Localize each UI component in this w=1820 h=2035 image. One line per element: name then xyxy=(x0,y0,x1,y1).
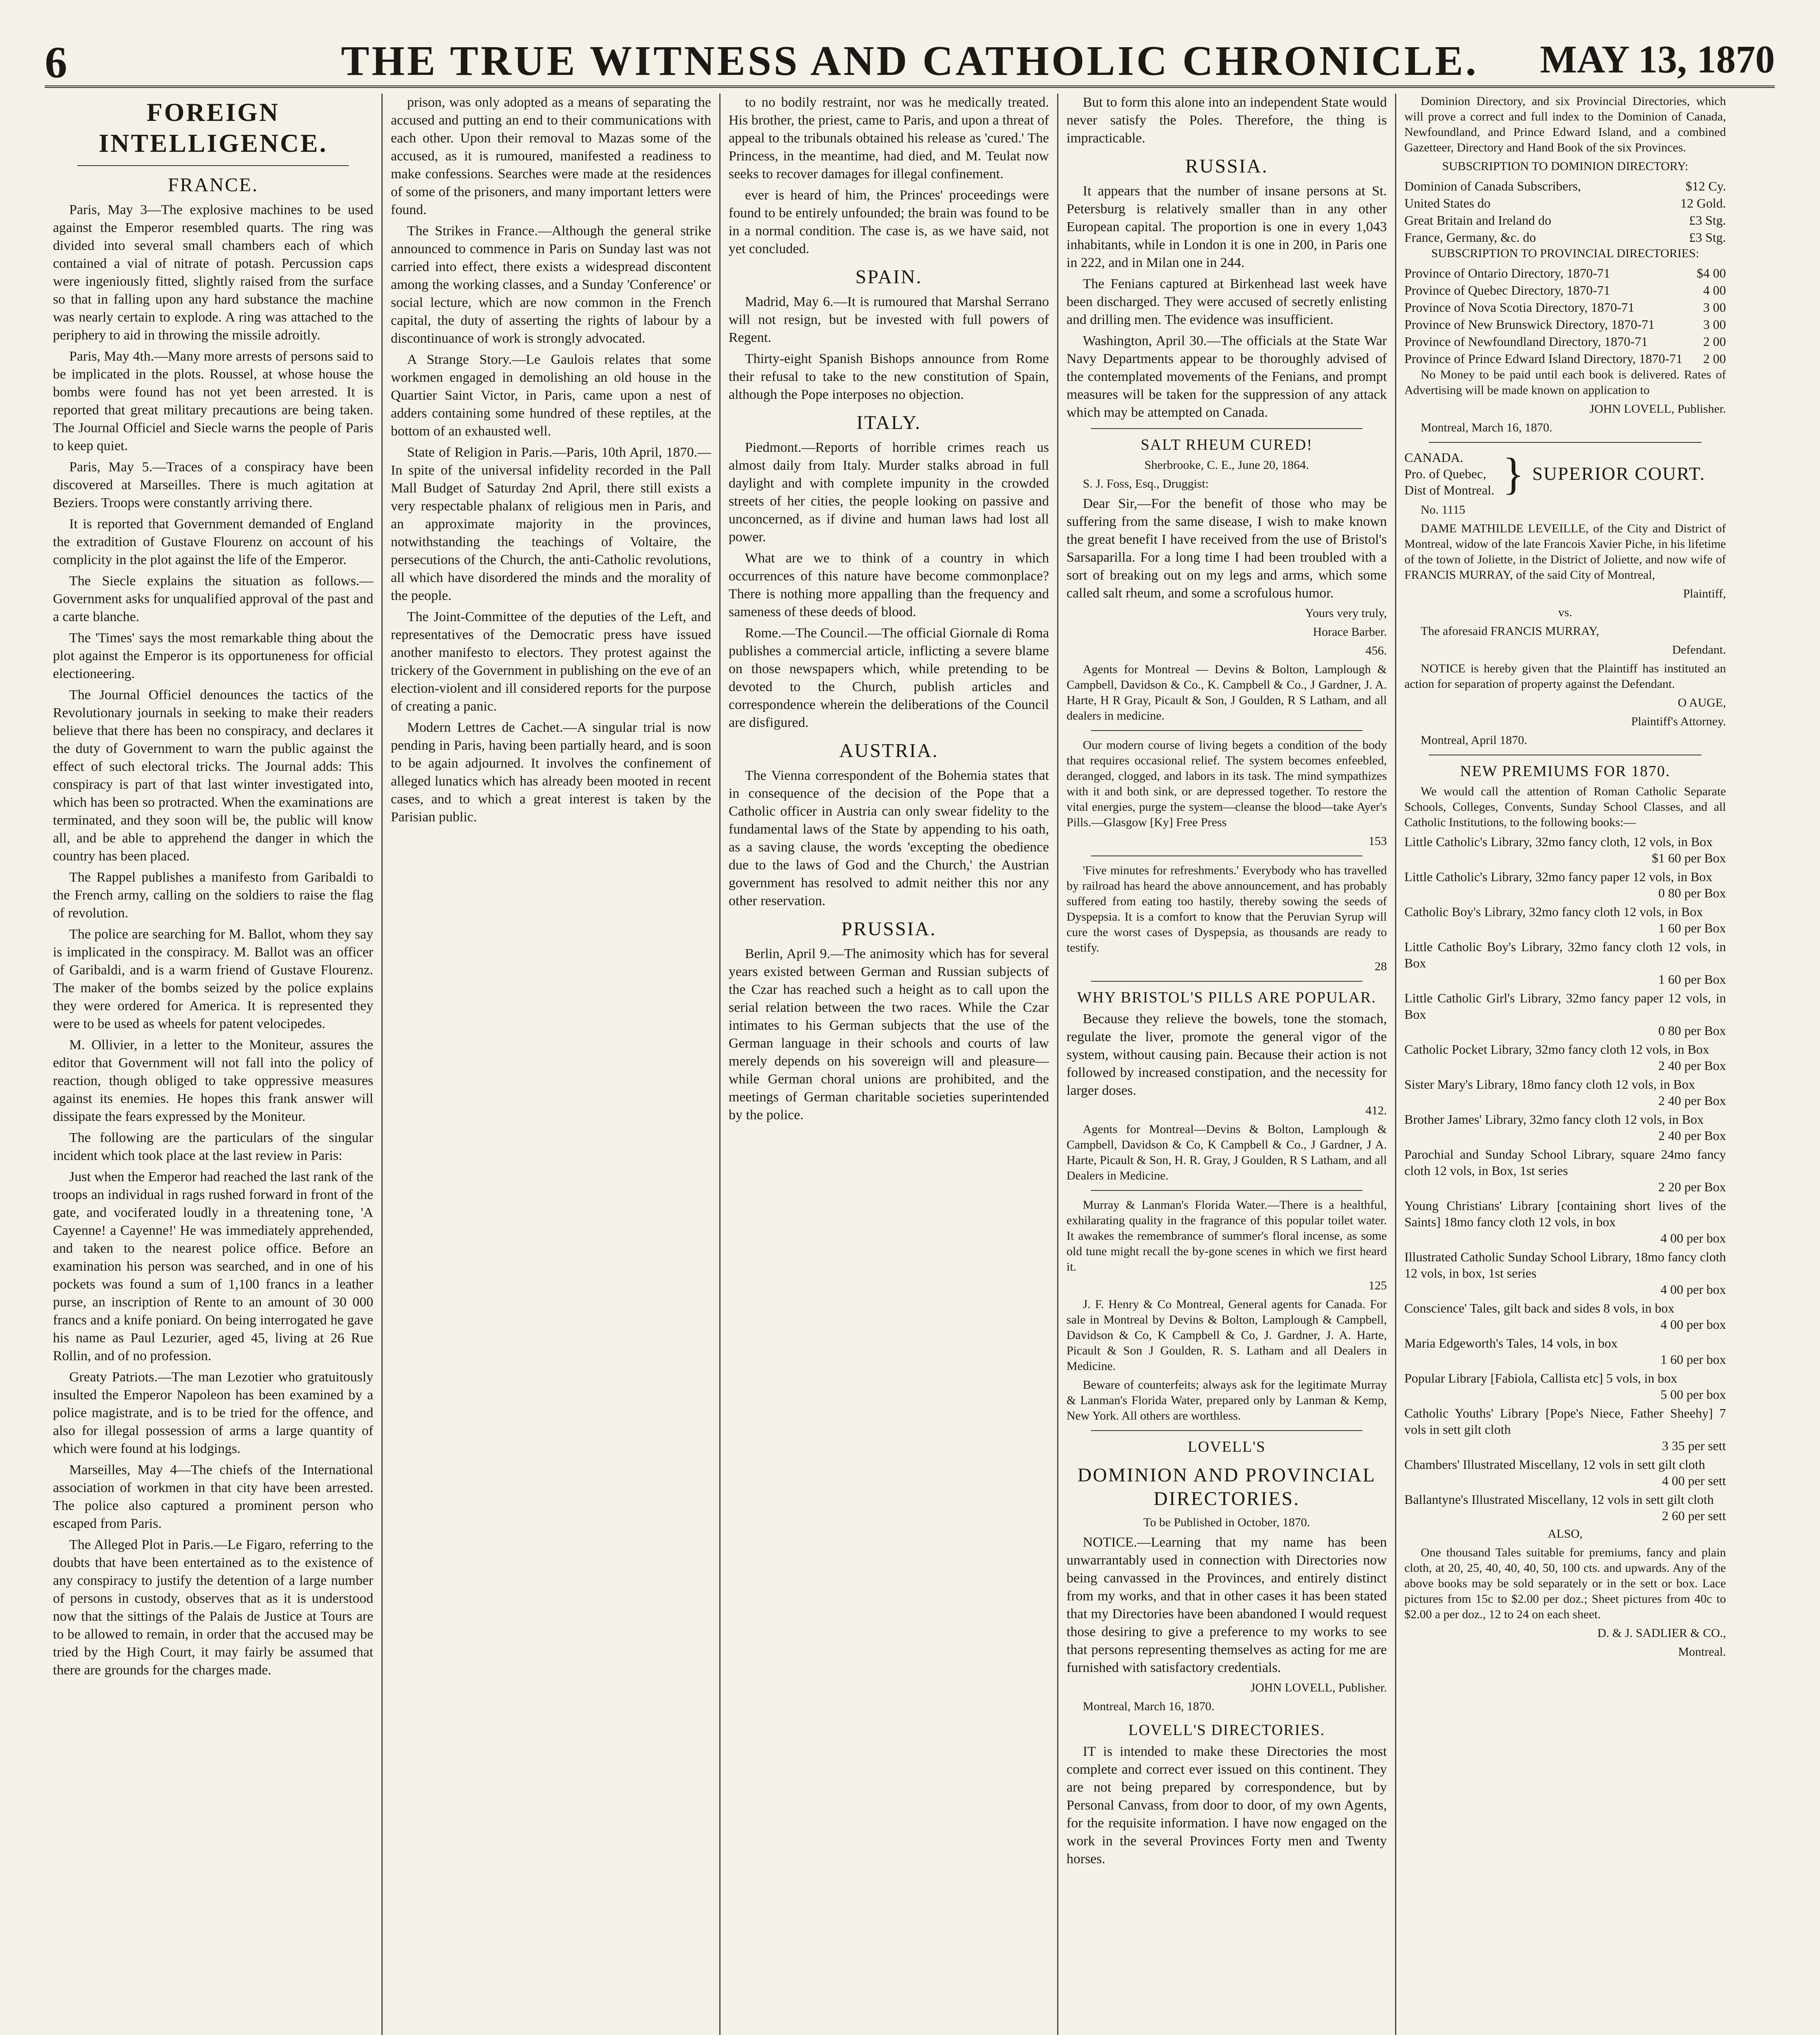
paragraph: The following are the particulars of the singular incident which took place at the last review in Paris: xyxy=(53,1130,373,1163)
rate-row xyxy=(1404,299,1726,316)
italy-articles xyxy=(729,439,1049,732)
rate-label: Province of Newfoundland Directory, 1870-71 xyxy=(1404,334,1648,349)
divider xyxy=(1091,981,1362,982)
paragraph: The Strikes in France.—Although the general strike announced to commence in Paris on Sunday last was not carried into effect, there exists a widespread discontent among the working classes, and a Sunday 'Conference' or social lecture, which are now common in the French capital, the duty of asserting the rights of labour by a discontinuance of work is strongly advocated. xyxy=(391,223,711,346)
premium-item xyxy=(1404,1491,1726,1524)
plaintiff-label: Plaintiff, xyxy=(1683,587,1726,600)
premium-title: Little Catholic's Library, 32mo fancy paper 12 vols, in Box xyxy=(1404,869,1713,884)
paragraph: The Joint-Committee of the deputies of the Left, and representatives of the Democratic press have issued another manifesto to electors. They protest against the trickery of the Government in publishing on the eve of an election-violent and ill considered reports for the purpose of creating a panic. xyxy=(391,609,711,714)
premium-price: 1 60 per Box xyxy=(1658,921,1726,935)
rate-row xyxy=(1404,316,1726,333)
paragraph: The Journal Officiel denounces the tactics of the Revolutionary journals in seeking to make their readers believe that there has been no conspiracy, and declares it the duty of Government to warn the public against the effect of such electoral tricks. The Journal adds: This conspiracy is part of that last winter investigated into, which has been so protracted. When the examinations are terminated, and they soon will be, the public will know all, and be able to apprehend the danger in which the country has been placed. xyxy=(53,687,373,864)
paragraph: But to form this alone into an independent State would never satisfy the Poles. Therefore, the thing is impracticable. xyxy=(1067,95,1387,146)
premium-price: 0 80 per Box xyxy=(1658,1023,1726,1038)
lovells-heading: DOMINION AND PROVINCIAL DIRECTORIES. xyxy=(1078,1464,1376,1510)
rate-label: Province of Quebec Directory, 1870-71 xyxy=(1404,283,1610,298)
rate-row xyxy=(1404,177,1726,195)
paragraph: Modern Lettres de Cachet.—A singular trial is now pending in Paris, having been partially heard, and is soon to be again adjourned. It involves the confinement of alleged lunatics which has already been mooted in recent cases, and to which a great interest is taken by the Parisian public. xyxy=(391,720,711,825)
country-heading-austria: AUSTRIA. xyxy=(839,740,939,761)
court-name: SUPERIOR COURT. xyxy=(1532,463,1706,484)
rate-price: 2 00 xyxy=(1703,334,1726,349)
column-5 xyxy=(1396,94,1734,2035)
court-jurisdiction xyxy=(1404,449,1494,498)
premiums-closing: One thousand Tales suitable for premiums, fancy and plain cloth, at 20, 25, 40, 40, 40, 50, 100 cts. and upwards. Any of the above books may be sold separately or in the sett or box. Lace pictures from 15c to $2.00 per doz.; Sheet pictures from 40c to $2.00 a per doz., 12 to 24 on each sheet. xyxy=(1404,1546,1726,1621)
premium-price: 2 60 per sett xyxy=(1662,1508,1726,1523)
russia-articles xyxy=(1067,182,1387,422)
lovells-place: Montreal, March 16, 1870. xyxy=(1083,1700,1215,1713)
paragraph: The police are searching for M. Ballot, whom they say is implicated in the conspiracy. M. Ballot was an officer of Garibaldi, and is a warm friend of Gustave Flourenz. The maker of the bombs seized by the police explains they were ordered for America. It is represented they were to be used as wheels for patent velocipedes. xyxy=(53,927,373,1031)
court-country: CANADA. xyxy=(1404,450,1463,465)
court-caption xyxy=(1404,449,1726,498)
defendant-label: Defendant. xyxy=(1672,643,1726,656)
premium-title: Illustrated Catholic Sunday School Library, 18mo fancy cloth 12 vols, in box, 1st series xyxy=(1404,1249,1726,1280)
paragraph: The Fenians captured at Birkenhead last week have been discharged. They were accused of secretly enlisting and drilling men. The evidence was insufficient. xyxy=(1067,276,1387,327)
court-district: Dist of Montreal. xyxy=(1404,483,1495,497)
rate-row xyxy=(1404,229,1726,246)
ad-number: 456. xyxy=(1365,644,1387,657)
prussia-articles xyxy=(729,945,1049,1124)
premium-price: 0 80 per Box xyxy=(1658,886,1726,900)
premium-title: Parochial and Sunday School Library, square 24mo fancy cloth 12 vols, in Box, 1st series xyxy=(1404,1147,1726,1178)
country-heading-france: FRANCE. xyxy=(168,174,258,196)
paragraph: Paris, May 4th.—Many more arrests of persons said to be implicated in the plots. Roussel, at whose house the bombs were found has not yet been arrested. It is reported that great military precautions are being taken. The Journal Officiel and Siecle warns the people of Paris to keep quiet. xyxy=(53,349,373,453)
premium-price: 2 40 per Box xyxy=(1658,1058,1726,1073)
plaintiff-description: DAME MATHILDE LEVEILLE, of the City and District of Montreal, widow of the late Francois Xavier Piche, in his lifetime of the town of Joliette, in the District of Joliette, and now wife of FRANCIS MURRAY, of the said City of Montreal, xyxy=(1404,522,1726,582)
attorney-role: Plaintiff's Attorney. xyxy=(1631,715,1726,728)
premium-item xyxy=(1404,869,1726,901)
directory-place: Montreal, March 16, 1870. xyxy=(1421,421,1553,434)
masthead xyxy=(45,20,1775,88)
paragraph: Washington, April 30.—The officials at the State War Navy Departments appear to be thoroughly advised of the contemplated movements of the Fenians, and prompt measures will be taken for the suppression of any attack which may be attempted on Canada. xyxy=(1067,333,1387,420)
issue-date: MAY 13, 1870 xyxy=(1540,37,1775,81)
paragraph: prison, was only adopted as a means of separating the accused and putting an end to their communications with each other. Upon their removal to Mazas some of the accused, as it is rumoured, manifested a readiness to make confessions. Searches were made at the residences of some of the prisoners, and many important letters were found. xyxy=(391,95,711,217)
newspaper-title: THE TRUE WITNESS AND CATHOLIC CHRONICLE. xyxy=(341,37,1479,84)
paragraph: Madrid, May 6.—It is rumoured that Marshal Serrano will not resign, but be invested with full powers of Regent. xyxy=(729,294,1049,345)
premium-item xyxy=(1404,990,1726,1039)
case-number: No. 1115 xyxy=(1421,503,1465,516)
paragraph: The Alleged Plot in Paris.—Le Figaro, referring to the doubts that have been entertained as to the existence of any conspiracy to justify the detention of a large number of persons in custody, observes that as it is understood now that the sittings of the Palais de Justice at Tours are to be allowed to remain, in order that the accused may be tried by the High Court, it may fairly be assumed that there are grounds for the charges made. xyxy=(53,1537,373,1678)
spain-articles xyxy=(729,293,1049,404)
premium-item xyxy=(1404,1111,1726,1144)
rate-label: France, Germany, &c. do xyxy=(1404,230,1536,245)
rate-label: United States do xyxy=(1404,196,1491,210)
column-3 xyxy=(721,94,1058,2035)
ad-number: 125 xyxy=(1369,1279,1387,1292)
also-label: ALSO, xyxy=(1548,1527,1583,1540)
ad-number: 28 xyxy=(1375,960,1387,973)
paragraph: Rome.—The Council.—The official Giornale di Roma publishes a commercial article, inflicting a severe blame on those newspapers which, while pretending to be devoted to the Church, publish articles and correspondence wherein the deliberations of the Council are disfigured. xyxy=(729,626,1049,730)
court-notice: NOTICE is hereby given that the Plaintiff has instituted an action for separation of property against the Defendant. xyxy=(1404,662,1726,691)
divider xyxy=(1091,730,1362,731)
premium-title: Young Christians' Library [containing short lives of the Saints] 18mo fancy cloth 12 vols, in box xyxy=(1404,1198,1726,1229)
premium-price: 5 00 per box xyxy=(1660,1387,1726,1402)
rate-price: $4 00 xyxy=(1697,266,1726,280)
premium-item xyxy=(1404,1249,1726,1298)
rate-row xyxy=(1404,265,1726,282)
divider xyxy=(1429,442,1702,443)
rate-row xyxy=(1404,350,1726,367)
divider xyxy=(1091,428,1362,429)
ad-signature: Horace Barber. xyxy=(1313,625,1387,639)
paragraph: Dear Sir,—For the benefit of those who may be suffering from the same disease, I wish to make known the great benefit I have received from the use of Bristol's Sarsaparilla. For a long time I had been troubled with a sort of breaking out on my legs and arms, which some called salt rheum, and some a scrofulous humor. xyxy=(1067,496,1387,601)
rate-row xyxy=(1404,282,1726,299)
premium-title: Little Catholic Girl's Library, 32mo fancy paper 12 vols, in Box xyxy=(1404,991,1726,1022)
directory-intro: Dominion Directory, and six Provincial Directories, which will prove a correct and full index to the Dominion of Canada, Newfoundland, and Prince Edward Island, and a combined Gazetteer, Directory and Hand Book of the six Provinces. xyxy=(1404,94,1726,154)
poland-continued xyxy=(1067,94,1387,147)
ad-agents: Agents for Montreal — Devins & Bolton, Lamplough & Campbell, Davidson & Co., K. Campbell & Co., J Gardner, J. A. Harte, H R Gray, Picault & Son, J Goulden, R S Latham, and all dealers in medicine. xyxy=(1067,663,1387,722)
paragraph: Greaty Patriots.—The man Lezotier who gratuitously insulted the Emperor Napoleon has been examined by a police magistrate, and is to be tried for the offence, and also for illegal possession of arms a large quantity of which were found at his lodgings. xyxy=(53,1370,373,1456)
premium-title: Catholic Pocket Library, 32mo fancy cloth 12 vols, in Box xyxy=(1404,1042,1709,1057)
paragraph: Berlin, April 9.—The animosity which has for several years existed between German and Russian subjects of the Czar has reached such a height as to call upon the serial relation between the two races. While the Czar intimates to his German subjects that the use of the German language in their schools and courts of law merely depends on his sovereign will and pleasure—while German choral unions are prohibited, and the meetings of German charitable societies superintended by the police. xyxy=(729,946,1049,1123)
paragraph: Piedmont.—Reports of horrible crimes reach us almost daily from Italy. Murder stalks abroad in full daylight and with complete impunity in the crowded streets of her cities, the people looking on passive and unconcerned, as if divine and human laws had lost all power. xyxy=(729,440,1049,545)
paragraph: IT is intended to make these Directories the most complete and correct ever issued on this continent. They are not being prepared by correspondence, but by Personal Canvass, from door to door, of my own Agents, for the requisite information. I have now engaged on the work in the several Provinces Forty men and Twenty horses. xyxy=(1067,1744,1387,1867)
premium-title: Conscience' Tales, gilt back and sides 8 vols, in box xyxy=(1404,1301,1675,1315)
rate-label: Dominion of Canada Subscribers, xyxy=(1404,179,1581,193)
court-province: Pro. of Quebec, xyxy=(1404,466,1486,481)
rate-price: 12 Gold. xyxy=(1680,196,1726,210)
premium-item xyxy=(1404,1405,1726,1454)
premium-item xyxy=(1404,1456,1726,1489)
premium-title: Catholic Youths' Library [Pope's Niece, Father Sheehy] 7 vols in sett gilt cloth xyxy=(1404,1406,1726,1437)
ad-agents: J. F. Henry & Co Montreal, General agents for Canada. For sale in Montreal by Devins & Bolton, Lamplough & Campbell, Davidson & Co, K Campbell & Co, J. Gardner, J. A. Harte, Picault & Son J Goulden, R. S. Latham and all Dealers in Medicine. xyxy=(1067,1298,1387,1373)
premium-title: Sister Mary's Library, 18mo fancy cloth 12 vols, in Box xyxy=(1404,1077,1695,1092)
country-heading-italy: ITALY. xyxy=(856,412,922,433)
paragraph: The Rappel publishes a manifesto from Garibaldi to the French army, calling on the soldiers to raise the flag of revolution. xyxy=(53,870,373,921)
country-heading-spain: SPAIN. xyxy=(855,266,922,288)
paragraph: State of Religion in Paris.—Paris, 10th April, 1870.—In spite of the universal infidelity recorded in the Pall Mall Budget of Saturday 2nd April, there still exists a very respectable phalanx of religious men in Paris, and an approximate majority in the provinces, notwithstanding the teachings of Voltaire, the persecutions of the Church, the anti-Catholic revolutions, all which have disordered the minds and the morality of the people. xyxy=(391,445,711,603)
country-heading-russia: RUSSIA. xyxy=(1185,155,1268,177)
premium-price: $1 60 per Box xyxy=(1651,851,1726,865)
peruvian-ad: 'Five minutes for refreshments.' Everybody who has travelled by railroad has heard the above announcement, and has probably suffered from eating too hastily, thereby sowing the seeds of Dyspepsia. It is a comfort to know that the Peruvian Syrup will cure the worst cases of Dyspepsia, as thousands are ready to testify. xyxy=(1067,864,1387,954)
column-2 xyxy=(383,94,721,2035)
premium-price: 2 20 per Box xyxy=(1658,1179,1726,1194)
premium-title: Popular Library [Fabiola, Callista etc] 5 vols, in box xyxy=(1404,1371,1678,1385)
paragraph: Because they relieve the bowels, tone the stomach, regulate the liver, promote the general vigor of the system, without causing pain. Because their action is not followed by increased constipation, and the necessity for larger doses. xyxy=(1067,1011,1387,1098)
provincial-rates xyxy=(1404,265,1726,367)
column-1 xyxy=(45,94,383,2035)
premium-item xyxy=(1404,1146,1726,1195)
premium-item xyxy=(1404,904,1726,936)
lovells-notice xyxy=(1067,1534,1387,1677)
premium-title: Little Catholic's Library, 32mo fancy cloth, 12 vols, in Box xyxy=(1404,834,1713,849)
rate-label: Province of Ontario Directory, 1870-71 xyxy=(1404,266,1610,280)
divider xyxy=(1091,1430,1362,1431)
paragraph: Just when the Emperor had reached the last rank of the troops an individual in rags rushed forward in front of the gate, and vociferated loudly in a threatening tone, 'A Cayenne! a Cayenne!' He was immediately apprehended, and taken to the nearest police office. Before an examination his person was searched, and in one of his pockets was found a sum of 1,100 francs in a leather purse, an inscription of Rente to an amount of 30 000 francs and a knife poniard. On being interrogated he gave his name as Paul Lezurier, aged 45, living at 26 Rue Rollin, and of no profession. xyxy=(53,1169,373,1363)
premium-price: 2 40 per Box xyxy=(1658,1093,1726,1108)
rate-row xyxy=(1404,195,1726,212)
paragraph: Paris, May 3—The explosive machines to be used against the Emperor resembled quarts. The ring was divided into several small chambers each of which contained a vial of nitrate of potash. Percussion caps were ingeniously fitted, slightly raised from the surface so that in falling upon any hard substance the machine was nearly certain to explode. A ring was attached to the periphery to aid in throwing the missile adroitly. xyxy=(53,202,373,343)
paragraph: Marseilles, May 4—The chiefs of the International association of workmen in that city have been arrested. The police also captured a prominent person who escaped from Paris. xyxy=(53,1462,373,1531)
lovells-subheading: To be Published in October, 1870. xyxy=(1143,1516,1310,1529)
rate-price: 3 00 xyxy=(1703,300,1726,315)
dominion-rates xyxy=(1404,177,1726,246)
premium-price: 4 00 per sett xyxy=(1662,1473,1726,1488)
column-4 xyxy=(1058,94,1396,2035)
premium-title: Maria Edgeworth's Tales, 14 vols, in box xyxy=(1404,1336,1618,1350)
premium-title: Catholic Boy's Library, 32mo fancy cloth 12 vols, in Box xyxy=(1404,904,1703,919)
ad-heading-salt-rheum: SALT RHEUM CURED! xyxy=(1141,436,1313,453)
premium-item xyxy=(1404,834,1726,866)
country-heading-prussia: PRUSSIA. xyxy=(841,918,937,940)
page-number: 6 xyxy=(45,37,67,87)
lovells-small-heading: LOVELL'S xyxy=(1187,1438,1266,1455)
premium-price: 4 00 per box xyxy=(1660,1317,1726,1332)
attorney-name: O AUGE, xyxy=(1678,696,1726,709)
premium-item xyxy=(1404,1300,1726,1333)
premium-item xyxy=(1404,939,1726,987)
brace-glyph: } xyxy=(1502,449,1524,499)
rate-row xyxy=(1404,212,1726,229)
ad-heading-bristol-pills: WHY BRISTOL'S PILLS ARE POPULAR. xyxy=(1077,989,1376,1006)
premium-list xyxy=(1404,834,1726,1524)
paragraph: A Strange Story.—Le Gaulois relates that some workmen engaged in demolishing an old house in the Quartier Saint Victor, in Paris, came upon a nest of adders containing some hundred of these reptiles, at the bottom of an exhausted well. xyxy=(391,352,711,439)
paragraph: M. Ollivier, in a letter to the Moniteur, assures the editor that Government will not fall into the policy of reaction, though obliged to take oppressive measures against its enemies. He hopes this frank answer will dissipate the fears expressed by the Moniteur. xyxy=(53,1037,373,1124)
dominion-subscription-heading: SUBSCRIPTION TO DOMINION DIRECTORY: xyxy=(1442,160,1689,173)
paragraph: The Siecle explains the situation as follows.—Government asks for unqualified approval of the past and a carte blanche. xyxy=(53,573,373,624)
premium-price: 1 60 per box xyxy=(1660,1352,1726,1367)
premiums-heading: NEW PREMIUMS FOR 1870. xyxy=(1460,763,1671,780)
premium-item xyxy=(1404,1041,1726,1074)
ayer-ad: Our modern course of living begets a condition of the body that requires occasional relief. The system becomes enfeebled, deranged, clogged, and labors in its task. The mind sympathizes with it and both sink, or are depressed together. To restore the vital energies, purge the system—cleanse the blood—take Ayer's Pills.—Glasgow [Ky] Free Press xyxy=(1067,738,1387,829)
lovells-directories-text xyxy=(1067,1743,1387,1868)
paragraph: What are we to think of a country in which occurrences of this nature have become commonplace? There is nothing more appalling than the frequency and sameness of these deeds of blood. xyxy=(729,551,1049,619)
premium-price: 4 00 per box xyxy=(1660,1231,1726,1245)
premium-item xyxy=(1404,1335,1726,1368)
rate-label: Province of Nova Scotia Directory, 1870-71 xyxy=(1404,300,1634,315)
ad-place: Sherbrooke, C. E., June 20, 1864. xyxy=(1144,458,1309,472)
premium-price: 4 00 per box xyxy=(1660,1282,1726,1297)
divider xyxy=(77,165,349,166)
rate-row xyxy=(1404,333,1726,350)
publisher-place: Montreal. xyxy=(1678,1645,1726,1659)
directory-signature: JOHN LOVELL, Publisher. xyxy=(1590,402,1726,416)
publisher-signature: D. & J. SADLIER & CO., xyxy=(1597,1626,1726,1640)
premium-item xyxy=(1404,1197,1726,1246)
premiums-intro: We would call the attention of Roman Catholic Separate Schools, Colleges, Convents, Sunday School Classes, and all Catholic Institutions, to the following books:— xyxy=(1404,785,1726,829)
rate-price: 2 00 xyxy=(1703,351,1726,366)
columns xyxy=(45,94,1775,2035)
court-date: Montreal, April 1870. xyxy=(1421,733,1527,747)
paragraph: to no bodily restraint, nor was he medically treated. His brother, the priest, came to Paris, and upon a threat of appeal to the tribunals obtained his release as 'cured.' The Princess, in the meantime, had died, and M. Teulat now seeks to recover damages for illegal confinement. xyxy=(729,95,1049,182)
defendant-name: The aforesaid FRANCIS MURRAY, xyxy=(1421,624,1599,638)
section-heading: FOREIGN INTELLIGENCE. xyxy=(99,98,328,158)
france-articles xyxy=(53,201,373,1679)
paragraph: The 'Times' says the most remarkable thing about the plot against the Emperor is its opportuneness for official electioneering. xyxy=(53,630,373,681)
premium-title: Chambers' Illustrated Miscellany, 12 vols in sett gilt cloth xyxy=(1404,1457,1705,1472)
florida-water-ad: Murray & Lanman's Florida Water.—There is a healthful, exhilarating quality in the fragrance of this popular toilet water. It awakes the remembrance of summer's floral incense, as some old tune might recall the by-gone scenes in which we first heard it. xyxy=(1067,1198,1387,1274)
lovells-signature: JOHN LOVELL, Publisher. xyxy=(1251,1681,1387,1694)
salt-rheum-letter xyxy=(1067,495,1387,602)
paragraph: NOTICE.—Learning that my name has been unwarrantably used in connection with Directories now being canvassed in the Provinces, and entirely distinct from my works, and that in other cases it has been stated that my Directories have been abandoned I would request those desiring to give a preference to my works to see that persons representing themselves as acting for me are furnished with satisfactory credentials. xyxy=(1067,1535,1387,1675)
rate-price: £3 Stg. xyxy=(1689,213,1726,228)
rate-price: £3 Stg. xyxy=(1689,230,1726,245)
ad-closing: Yours very truly, xyxy=(1305,606,1387,620)
premium-price: 1 60 per Box xyxy=(1658,972,1726,987)
premium-title: Brother James' Library, 32mo fancy cloth 12 vols, in Box xyxy=(1404,1112,1704,1127)
paragraph: It appears that the number of insane persons at St. Petersburg is relatively smaller than in any other European capital. The proportion is one in every 1,043 inhabitants, while in London it is one in 200, in Paris one in 222, and in Milan one in 244. xyxy=(1067,184,1387,270)
premium-price: 3 35 per sett xyxy=(1662,1438,1726,1453)
rate-label: Great Britain and Ireland do xyxy=(1404,213,1551,228)
ad-agents: Agents for Montreal—Devins & Bolton, Lamplough & Campbell, Davidson & Co, K Campbell & Co., J Gardner, J A. Harte, Picault & Son, H. R. Gray, J Goulden, R S Latham, and all Dealers in Medicine. xyxy=(1067,1123,1387,1182)
beware-notice: Beware of counterfeits; always ask for the legitimate Murray & Lanman's Florida Water, prepared only by Lanman & Kemp, New York. All others are worthless. xyxy=(1067,1378,1387,1422)
ad-number: 153 xyxy=(1369,834,1387,848)
divider xyxy=(1091,1190,1362,1191)
ad-number: 412. xyxy=(1365,1104,1387,1117)
premium-item xyxy=(1404,1370,1726,1403)
france-continued xyxy=(391,94,711,826)
paragraph: The Vienna correspondent of the Bohemia states that in consequence of the decision of the Pope that a Catholic officer in Austria can only swear fidelity to the fundamental laws of the State by appending to his oath, as a saving clause, the words 'excepting the obedience due to the laws of God and the Church,' the Austrian government has resolved to admit neither this nor any other reservation. xyxy=(729,768,1049,908)
teulat-case xyxy=(729,94,1049,258)
austria-articles xyxy=(729,767,1049,910)
bristol-pills-text xyxy=(1067,1010,1387,1100)
premium-item xyxy=(1404,1076,1726,1109)
rate-price: 3 00 xyxy=(1703,317,1726,332)
rate-price: 4 00 xyxy=(1703,283,1726,298)
paragraph: Paris, May 5.—Traces of a conspiracy have been discovered at Marseilles. There is much agitation at Beziers. Troops were constantly arriving there. xyxy=(53,460,373,510)
premium-title: Little Catholic Boy's Library, 32mo fancy cloth 12 vols, in Box xyxy=(1404,939,1726,970)
premium-price: 2 40 per Box xyxy=(1658,1128,1726,1143)
rate-label: Province of Prince Edward Island Directory, 1870-71 xyxy=(1404,351,1683,366)
lovells-heading-2: LOVELL'S DIRECTORIES. xyxy=(1128,1722,1325,1739)
ad-salutation: S. J. Foss, Esq., Druggist: xyxy=(1083,477,1209,490)
advertising-note: No Money to be paid until each book is delivered. Rates of Advertising will be made known on application to xyxy=(1404,368,1726,397)
provincial-subscription-heading: SUBSCRIPTION TO PROVINCIAL DIRECTORIES: xyxy=(1431,247,1700,260)
paragraph: It is reported that Government demanded of England the extradition of Gustave Flourenz on account of his complicity in the plot against the life of the Emperor. xyxy=(53,516,373,567)
versus: vs. xyxy=(1558,606,1573,619)
rate-price: $12 Cy. xyxy=(1685,179,1726,193)
paragraph: ever is heard of him, the Princes' proceedings were found to be entirely unfounded; the brain was found to be in a normal condition. The case is, as we have said, not yet concluded. xyxy=(729,188,1049,256)
rate-label: Province of New Brunswick Directory, 1870-71 xyxy=(1404,317,1655,332)
premium-title: Ballantyne's Illustrated Miscellany, 12 vols in sett gilt cloth xyxy=(1404,1492,1714,1507)
paragraph: Thirty-eight Spanish Bishops announce from Rome their refusal to take to the new constitution of Spain, although the Pope interposes no objection. xyxy=(729,351,1049,402)
